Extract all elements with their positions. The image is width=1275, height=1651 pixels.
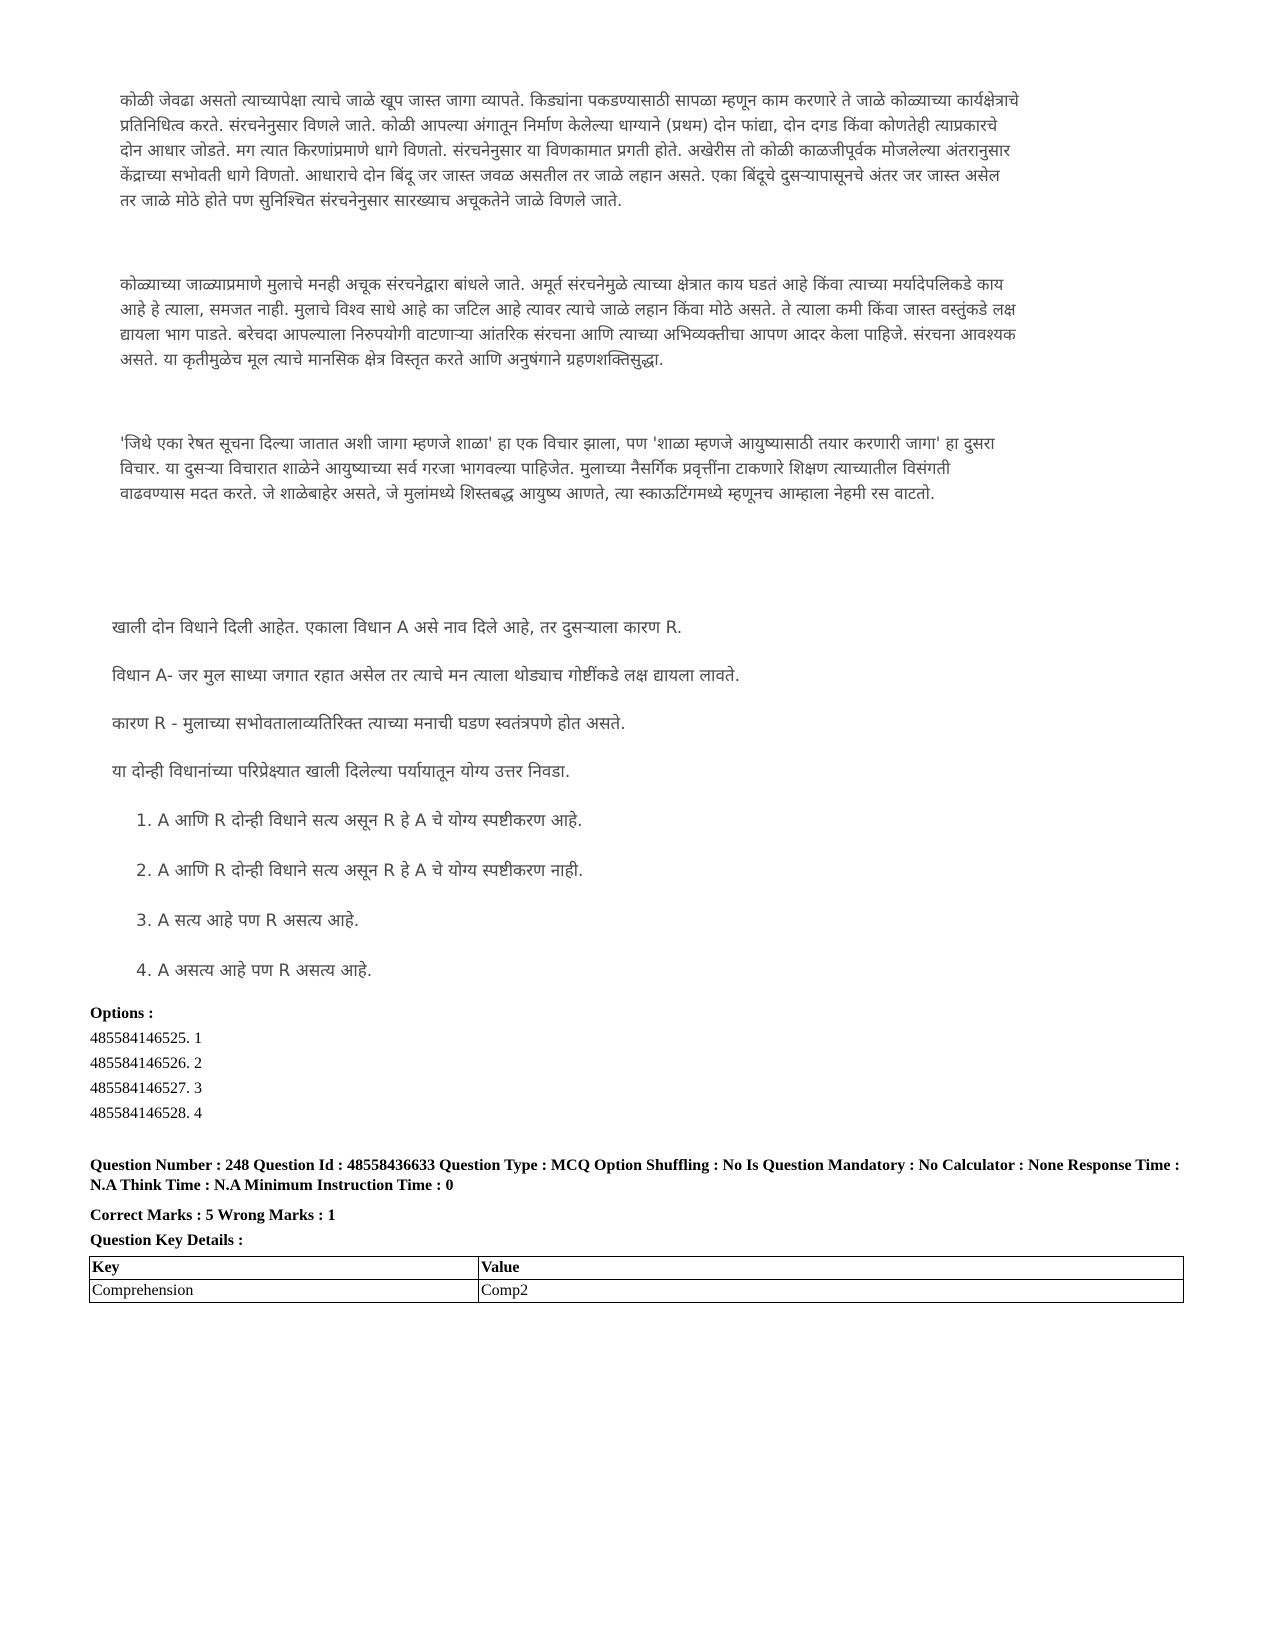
option-item-1: 485584146525. 1 [90, 1030, 202, 1047]
table-header-value: Value [479, 1257, 1184, 1280]
key-details-heading: Question Key Details : [90, 1232, 244, 1249]
table-cell-value: Comp2 [479, 1280, 1184, 1303]
table-cell-key: Comprehension [90, 1280, 479, 1303]
question-assertion: विधान A- जर मुल साध्या जगात रहात असेल तर त्याचे मन त्याला थोड्याच गोष्टींकडे लक्ष द्यायला लावते. [112, 666, 741, 686]
answer-choice-4: 4. A असत्य आहे पण R असत्य आहे. [136, 961, 373, 981]
question-instruction: या दोन्ही विधानांच्या परिप्रेक्ष्यात खाली दिलेल्या पर्यायातून योग्य उत्तर निवडा. [112, 762, 571, 782]
option-item-2: 485584146526. 2 [90, 1055, 202, 1072]
question-metadata: Question Number : 248 Question Id : 48558436633 Question Type : MCQ Option Shuffling : No Is Question Mandatory : No Calculator : None Response Time : N.A Think Time : N.A Minimum Instruction Time : 0 [90, 1157, 1180, 1194]
table-header-row [90, 1257, 1184, 1280]
marks-line: Correct Marks : 5 Wrong Marks : 1 [90, 1207, 336, 1224]
option-item-4: 485584146528. 4 [90, 1105, 202, 1122]
option-item-3: 485584146527. 3 [90, 1080, 202, 1097]
key-details-table [89, 1256, 1184, 1303]
answer-choice-2: 2. A आणि R दोन्ही विधाने सत्य असून R हे A चे योग्य स्पष्टीकरण नाही. [136, 861, 584, 881]
answer-choice-1: 1. A आणि R दोन्ही विधाने सत्य असून R हे A चे योग्य स्पष्टीकरण आहे. [136, 811, 583, 831]
passage-paragraph-1: कोळी जेवढा असतो त्याच्यापेक्षा त्याचे जाळे खूप जास्त जागा व्यापते. किड्यांना पकडण्यासाठी सापळा म्हणून काम करणारे ते जाळे कोळ्याच्या कार्यक्षेत्राचे प्रतिनिधित्व करते. संरचनेनुसार विणले जाते. कोळी आपल्या अंगातून निर्माण केलेल्या धाग्याने (प्रथम) दोन फांद्या, दोन दगड किंवा कोणतेही त्याप्रकारचे दोन आधार जोडते. मग त्यात किरणांप्रमाणे धागे विणतो. संरचनेनुसार या विणकामात प्रगती होते. अखेरीस तो कोळी काळजीपूर्वक मोजलेल्या अंतरानुसार केंद्राच्या सभोवती धागे विणतो. आधाराचे दोन बिंदू जर जास्त जवळ असतील तर जाळे लहान असते. एका बिंदूचे दुसऱ्यापासूनचे अंतर जर जास्त असेल तर जाळे मोठे होते पण सुनिश्चित संरचनेनुसार सारख्याच अचूकतेने जाळे विणले जाते. [120, 91, 1019, 210]
question-reason: कारण R - मुलाच्या सभोवतालाव्यतिरिक्त त्याच्या मनाची घडण स्वतंत्रपणे होत असते. [112, 714, 626, 734]
options-heading: Options : [90, 1005, 154, 1022]
table-row [90, 1280, 1184, 1303]
passage-paragraph-3: 'जिथे एका रेषत सूचना दिल्या जातात अशी जागा म्हणजे शाळा' हा एक विचार झाला, पण 'शाळा म्हणजे आयुष्यासाठी तयार करणारी जागा' हा दुसरा विचार. या दुसऱ्या विचारात शाळेने आयुष्याच्या सर्व गरजा भागवल्या पाहिजेत. मुलाच्या नैसर्गिक प्रवृत्तींना टाकणारे शिक्षण त्याच्यातील विसंगती वाढवण्यास मदत करते. जे शाळेबाहेर असते, जे मुलांमध्ये शिस्तबद्ध आयुष्य आणते, त्या स्काऊटिंगमध्ये म्हणूनच आम्हाला नेहमी रस वाटतो. [120, 434, 995, 503]
passage-paragraph-2: कोळ्याच्या जाळ्याप्रमाणे मुलाचे मनही अचूक संरचनेद्वारा बांधले जाते. अमूर्त संरचनेमुळे त्याच्या क्षेत्रात काय घडतं आहे किंवा त्याच्या मर्यादेपलिकडे काय आहे हे त्याला, समजत नाही. मुलाचे विश्व साधे आहे का जटिल आहे त्यावर त्याचे जाळे लहान किंवा मोठे असते. ते त्याला कमी किंवा जास्त वस्तुंकडे लक्ष द्यायला भाग पाडते. बरेचदा आपल्याला निरुपयोगी वाटणाऱ्या आंतरिक संरचना आणि त्याच्या अभिव्यक्तीचा आपण आदर केला पाहिजे. संरचना आवश्यक असते. या कृतीमुळेच मूल त्याचे मानसिक क्षेत्र विस्तृत करते आणि अनुषंगाने ग्रहणशक्तिसुद्धा. [120, 275, 1016, 369]
table-header-key: Key [90, 1257, 479, 1280]
question-intro: खाली दोन विधाने दिली आहेत. एकाला विधान A असे नाव दिले आहे, तर दुसऱ्याला कारण R. [112, 618, 683, 638]
answer-choice-3: 3. A सत्य आहे पण R असत्य आहे. [136, 911, 360, 931]
